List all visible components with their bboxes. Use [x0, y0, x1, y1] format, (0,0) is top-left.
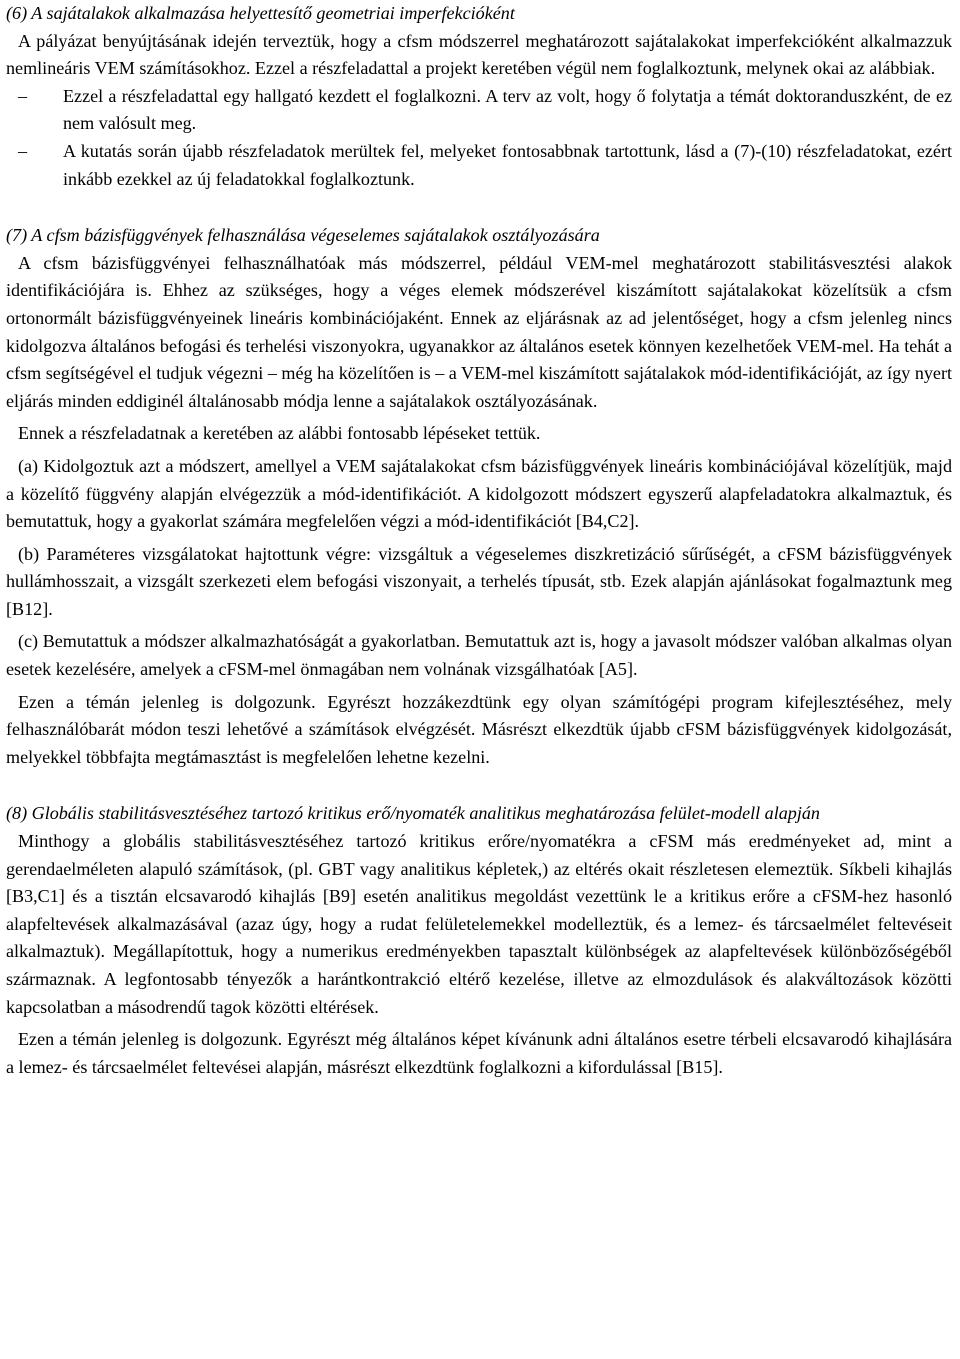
list-item [6, 138, 952, 193]
section-7-paragraph-2: Ennek a részfeladatnak a keretében az alábbi fontosabb lépéseket tettük. [18, 423, 541, 444]
list-item [6, 83, 952, 138]
section-7-paragraph-3: Ezen a témán jelenleg is dolgozunk. Egyrészt hozzákezdtünk egy olyan számítógépi program kifejlesztéséhez, mely felhasználóbarát módon teszi lehetővé a számítások elvégzését. Másrészt elkezdtük újabb cFSM bázisfüggvények kidolgozását, melyekkel többfajta megtámasztást is megfelelően lehetne kezelni. [6, 691, 952, 767]
section-6-bullet-list [6, 83, 952, 193]
dash-marker: – [18, 140, 28, 161]
dash-marker: – [18, 85, 28, 106]
list-item-text: A kutatás során újabb részfeladatok merültek fel, melyeket fontosabbnak tartottunk, lásd a (7)-(10) részfeladatokat, ezért inkább ezekkel az új feladatokkal foglalkoztunk. [63, 140, 952, 189]
section-7-item-c: (c) Bemutattuk a módszer alkalmazhatóságát a gyakorlatban. Bemutattuk azt is, hogy a javasolt módszer valóban alkalmas olyan esetek kezelésére, amelyek a cFSM-mel önmagában nem volnának vizsgálhatóak [A5]. [6, 631, 952, 680]
section-8-paragraph-1: Minthogy a globális stabilitásvesztéséhez tartozó kritikus erőre/nyomatékra a cFSM más eredményeket ad, mint a gerendaelméleten alapuló számítások, (pl. GBT vagy analitikus képletek,) az eltérés okait részletesen elemeztük. Síkbeli kihajlás [B3,C1] és a tisztán elcsavarodó kihajlás [B9] esetén analitikus megoldást vezettünk le a kritikus erőre a cFSM-hez hasonló alapfeltevések alkalmazásával (azaz úgy, hogy a rudat felületelemekkel modelleztük, és a lemez- és tárcsaelmélet feltevéseit alkalmaztuk). Megállapítottuk, hogy a numerikus eredményekben tapasztalt különbségek az alapfeltevések különbözőségéből származnak. A legfontosabb tényezők a harántkontrakció eltérő kezelése, illetve az elmozdulások és alakváltozások közötti kapcsolatban a másodrendű tagok közötti eltérések. [6, 831, 952, 1017]
section-8-heading: (8) Globális stabilitásvesztéséhez tartozó kritikus erő/nyomaték analitikus meghatározása felület-modell alapján [6, 803, 820, 824]
section-7-item-a: (a) Kidolgoztuk azt a módszert, amellyel a VEM sajátalakokat cfsm bázisfüggvények lineáris kombinációjával közelítjük, majd a közelítő függvény alapján elvégezzük a mód-identifikációt. A kidolgozott módszert egyszerű alapfeladatokra alkalmaztuk, és bemutattuk, hogy a gyakorlat számára megfelelően végzi a mód-identifikációt [B4,C2]. [6, 455, 952, 532]
section-7-item-b: (b) Paraméteres vizsgálatokat hajtottunk végre: vizsgáltuk a végeselemes diszkretizáció sűrűségét, a cFSM bázisfüggvények hullámhosszait, a vizsgált szerkezeti elem befogási viszonyait, a terhelés típusát, stb. Ezek alapján ajánlásokat fogalmaztunk meg [B12]. [6, 543, 952, 619]
section-6-heading: (6) A sajátalakok alkalmazása helyettesítő geometriai imperfekcióként [6, 3, 515, 23]
section-8-paragraph-2: Ezen a témán jelenleg is dolgozunk. Egyrészt még általános képet kívánunk adni általános esetre térbeli elcsavarodó kihajlására a lemez- és tárcsaelmélet feltevései alapján, másrészt elkezdtünk foglalkozni a kifordulással [B15]. [6, 1029, 952, 1077]
section-7-paragraph-1: A cfsm bázisfüggvényei felhasználhatóak más módszerrel, például VEM-mel meghatározott stabilitásvesztési alakok identifikációjára is. Ehhez az szükséges, hogy a véges elemek módszerével kiszámított sajátalakokat közelítsük a cfsm ortonormált bázisfüggvényeinek lineáris kombinációjaként. Ennek az eljárásnak az ad jelentőséget, hogy a cfsm jelenleg nincs kidolgozva általános befogási és terhelési viszonyokra, ugyanakkor az általános esetek könnyen kezelhetőek VEM-mel. Ha tehát a cfsm segítségével el tudjuk végezni – még ha közelítően is – a VEM-mel kiszámított sajátalakok mód-identifikációját, az így nyert eljárás minden eddiginél általánosabb módja lenne a sajátalakok osztályozásának. [6, 252, 952, 411]
section-6-intro: A pályázat benyújtásának idején terveztük, hogy a cfsm módszerrel meghatározott sajátalakokat imperfekcióként alkalmazzuk nemlineáris VEM számításokhoz. Ezzel a részfeladattal a projekt keretében végül nem foglalkoztunk, melynek okai az alábbiak. [6, 30, 952, 79]
list-item-text: Ezzel a részfeladattal egy hallgató kezdett el foglalkozni. A terv az volt, hogy ő folytatja a témát doktoranduszként, de ez nem valósult meg. [63, 85, 952, 134]
section-7-heading: (7) A cfsm bázisfüggvények felhasználása végeselemes sajátalakok osztályozására [6, 225, 600, 246]
